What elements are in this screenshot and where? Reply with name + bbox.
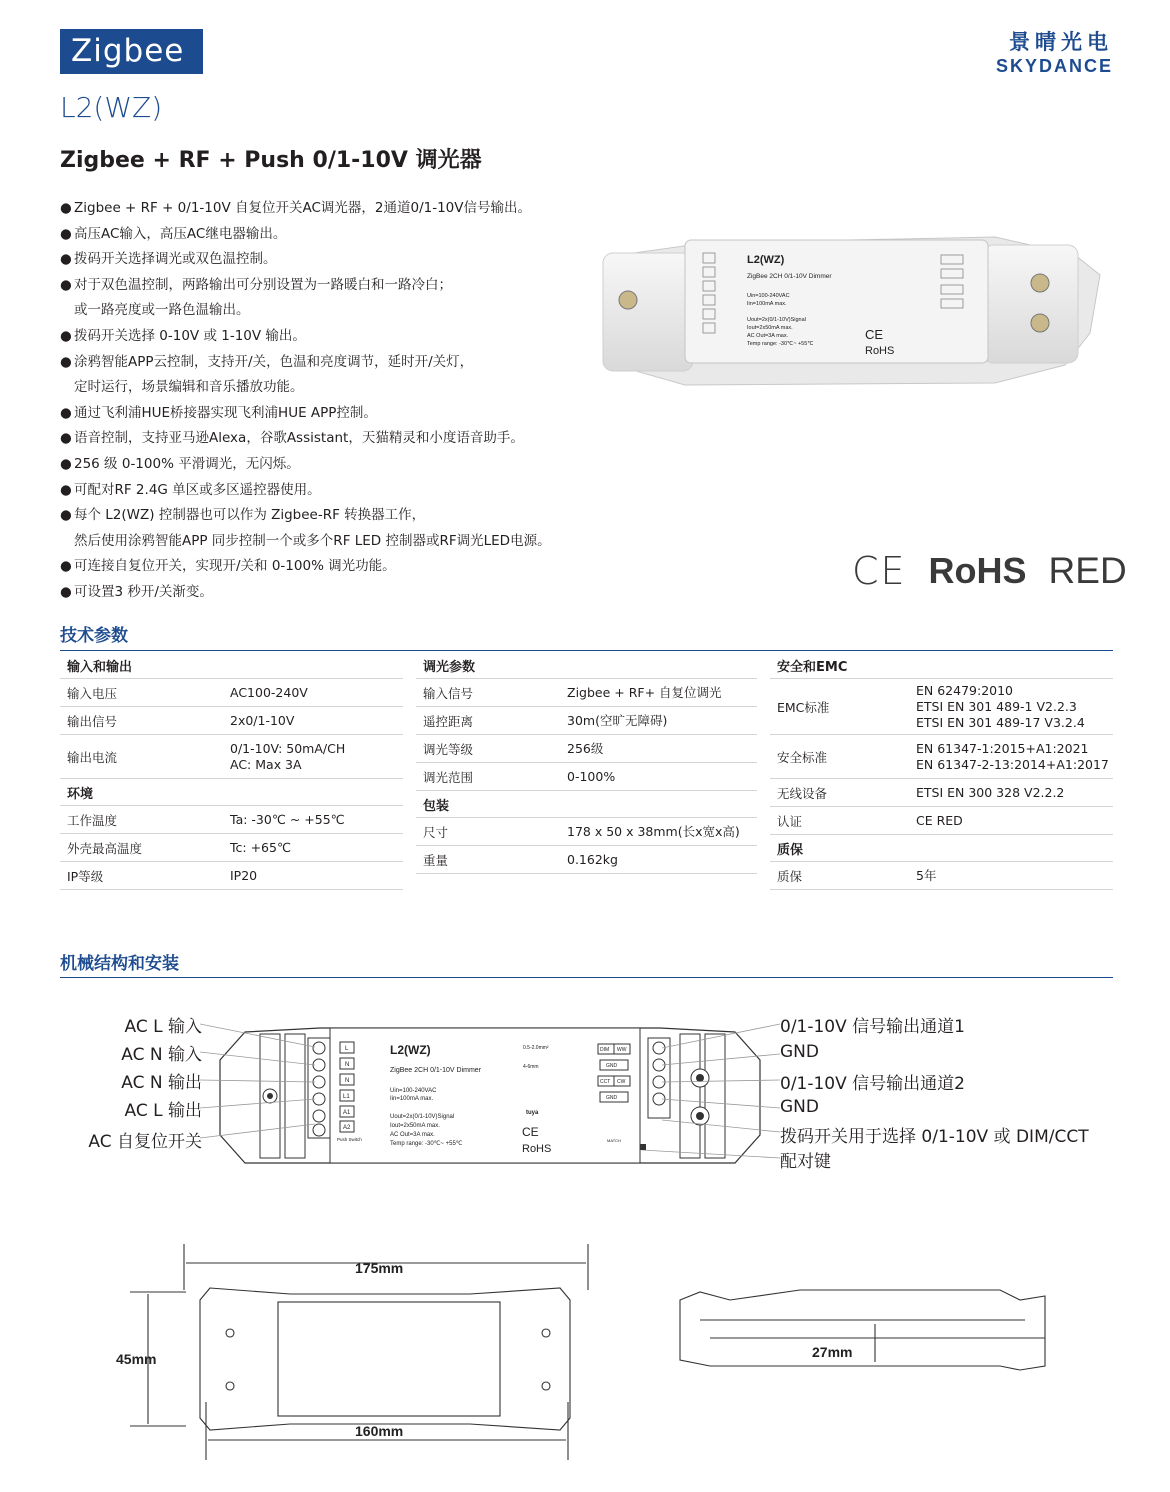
dim-length-bottom: 160mm <box>355 1423 404 1439</box>
diag-model: L2(WZ) <box>390 1043 431 1057</box>
spec-key: 认证 <box>777 813 803 829</box>
rohs-mark: RoHS <box>928 550 1027 591</box>
diag-term-ww: WW <box>617 1047 627 1053</box>
spec-value-line: EN 62479:2010 <box>916 682 1014 698</box>
spec-key: 输入和输出 <box>67 659 133 675</box>
spec-value-line: EN 61347-1:2015+A1:2021 <box>916 740 1089 756</box>
ce-mark: CE <box>852 549 907 593</box>
spec-group-header <box>770 652 1113 679</box>
spec-row <box>770 862 1113 890</box>
spec-key: 输入电压 <box>67 685 118 701</box>
bullet-icon: ● <box>60 430 72 447</box>
photo-spec6: Temp range: -30℃~ +55℃ <box>747 341 814 347</box>
photo-spec5: AC Out=3A max. <box>747 333 789 339</box>
spec-value <box>567 824 740 840</box>
label-gnd-1: GND <box>780 1042 819 1062</box>
spec-value-line: AC: Max 3A <box>230 756 302 772</box>
diag-rohs: RoHS <box>522 1143 552 1155</box>
product-photo <box>585 215 1115 400</box>
spec-row <box>770 807 1113 835</box>
feature-item <box>60 324 620 350</box>
feature-text: 语音控制，支持亚马逊Alexa，谷歌Assistant，天猫精灵和小度语音助手。 <box>74 430 524 447</box>
spec-key: 包装 <box>423 798 450 814</box>
spec-key: 环境 <box>67 786 94 802</box>
spec-row <box>60 834 403 862</box>
bullet-icon: ● <box>60 276 72 293</box>
bullet-icon: ● <box>60 455 72 472</box>
feature-text: 然后使用涂鸦智能APP 同步控制一个或多个RF LED 控制器或RF调光LED电源。 <box>74 532 551 549</box>
photo-ce: CE <box>865 327 884 342</box>
feature-text: 可配对RF 2.4G 单区或多区遥控器使用。 <box>74 481 321 498</box>
wiring-diagram <box>200 1020 780 1170</box>
spec-row <box>416 763 757 791</box>
spec-key: 工作温度 <box>67 812 118 828</box>
spec-key: 输入信号 <box>423 685 474 701</box>
spec-row <box>60 707 403 735</box>
feature-item <box>60 401 620 427</box>
photo-spec2: Iin=100mA max. <box>747 301 787 307</box>
diag-tuya: tuya <box>526 1110 539 1116</box>
diag-term-cct: CCT <box>600 1079 611 1085</box>
label-ch1-out: 0/1-10V 信号输出通道1 <box>780 1017 965 1037</box>
spec-key: 重量 <box>423 852 449 868</box>
spec-row <box>60 679 403 707</box>
spec-value <box>916 868 936 884</box>
spec-row <box>60 862 403 890</box>
model-title: L2(WZ) <box>60 91 163 124</box>
feature-text: 拨码开关选择调光或双色温控制。 <box>74 251 277 268</box>
spec-key: EMC标准 <box>777 699 830 715</box>
diag-term-gnd2: GND <box>606 1095 618 1101</box>
spec-row <box>60 806 403 834</box>
bullet-icon: ● <box>60 353 72 370</box>
feature-list <box>60 196 620 606</box>
spec-value <box>567 769 615 785</box>
diag-term-dim: DIM <box>600 1047 610 1053</box>
mech-rule <box>60 977 1113 978</box>
diag-term-a2: A2 <box>343 1125 351 1131</box>
bullet-icon: ● <box>60 327 72 344</box>
diag-term-n1: N <box>345 1062 350 1068</box>
feature-item <box>60 580 620 606</box>
feature-item <box>60 247 620 273</box>
spec-group-header <box>416 791 757 818</box>
diag-term-l1: L1 <box>343 1094 350 1100</box>
spec-row <box>416 679 757 707</box>
feature-item <box>60 375 620 401</box>
dimension-drawing <box>110 1240 1120 1470</box>
spec-value <box>567 852 618 868</box>
spec-key: IP等级 <box>67 868 104 884</box>
bullet-icon: ● <box>60 225 72 242</box>
spec-key: 安全标准 <box>777 749 828 765</box>
spec-value <box>230 713 294 729</box>
feature-text: 对于双色温控制，两路输出可分别设置为一路暖白和一路冷白； <box>74 276 452 293</box>
spec-value <box>567 741 603 757</box>
feature-item <box>60 503 620 529</box>
feature-item <box>60 273 620 299</box>
spec-key: 调光等级 <box>423 741 474 757</box>
spec-key: 无线设备 <box>777 785 828 801</box>
brand-en: SKYDANCE <box>995 56 1113 76</box>
spec-value-line: 2x0/1-10V <box>230 712 295 728</box>
spec-row <box>416 846 757 874</box>
feature-item <box>60 478 620 504</box>
diag-term-gnd1: GND <box>606 1063 618 1069</box>
label-push-switch: AC 自复位开关 <box>88 1132 202 1152</box>
feature-item <box>60 554 620 580</box>
bullet-icon: ● <box>60 200 72 216</box>
spec-value <box>230 685 308 701</box>
feature-text: 或一路亮度或一路色温输出。 <box>74 302 250 319</box>
diag-spec3: Uout=2x(0/1-10V)Signal <box>390 1114 455 1120</box>
photo-rohs: RoHS <box>865 345 895 357</box>
spec-row <box>60 735 403 779</box>
feature-item <box>60 529 620 555</box>
brand-logo <box>996 28 1113 76</box>
zigbee-tag: Zigbee <box>60 29 203 74</box>
feature-text: 每个 L2(WZ) 控制器也可以作为 Zigbee-RF 转换器工作， <box>74 507 426 524</box>
specs-rule <box>60 650 1113 651</box>
spec-value-line: 178 x 50 x 38mm(长x宽x高) <box>567 823 740 839</box>
bullet-icon: ● <box>60 404 72 421</box>
spec-value <box>230 840 291 856</box>
spec-value <box>230 741 345 773</box>
spec-value-line: EN 61347-2-13:2014+A1:2017 <box>916 756 1109 772</box>
label-ac-l-out: AC L 输出 <box>124 1101 202 1121</box>
spec-value-line: Ta: -30℃ ~ +55℃ <box>230 811 345 827</box>
spec-key: 尺寸 <box>423 824 449 840</box>
bullet-icon: ● <box>60 251 72 268</box>
diag-wire: 0.5-2.0mm² <box>523 1045 549 1051</box>
spec-row <box>770 779 1113 807</box>
feature-item <box>60 350 620 376</box>
feature-item <box>60 222 620 248</box>
feature-item <box>60 196 620 222</box>
dim-height: 27mm <box>812 1344 853 1360</box>
dim-width: 45mm <box>116 1351 157 1367</box>
photo-spec1: Uin=100-240VAC <box>747 293 790 299</box>
photo-desc: ZigBee 2CH 0/1-10V Dimmer <box>747 273 832 280</box>
spec-value-line: AC100-240V <box>230 684 308 700</box>
diag-ce: CE <box>522 1125 539 1139</box>
red-mark: RED <box>1048 550 1127 591</box>
bullet-icon: ● <box>60 481 72 498</box>
label-dip-switch: 拨码开关用于选择 0/1-10V 或 DIM/CCT <box>780 1127 1089 1147</box>
spec-key: 输出信号 <box>67 713 118 729</box>
spec-key: 质保 <box>777 842 804 858</box>
bullet-icon: ● <box>60 507 72 524</box>
feature-text: 涂鸦智能APP云控制，支持开/关，色温和亮度调节，延时开/关灯， <box>74 353 474 370</box>
feature-text: 可连接自复位开关，实现开/关和 0-100% 调光功能。 <box>74 558 396 575</box>
diag-strip: 4-6mm <box>523 1064 539 1070</box>
diag-spec5: AC Out=3A max. <box>390 1132 435 1138</box>
spec-value <box>916 785 1064 801</box>
spec-value-line: 0-100% <box>567 768 616 784</box>
spec-key: 质保 <box>777 868 803 884</box>
spec-key: 输出电流 <box>67 749 118 765</box>
spec-value <box>916 813 963 829</box>
spec-group-header <box>416 652 757 679</box>
spec-row <box>770 735 1113 779</box>
spec-value-line: 0/1-10V: 50mA/CH <box>230 740 346 756</box>
spec-key: 调光参数 <box>423 659 476 675</box>
spec-row <box>416 735 757 763</box>
spec-value <box>916 683 1085 731</box>
diag-spec2: Iin=100mA max. <box>390 1096 434 1102</box>
label-ch2-out: 0/1-10V 信号输出通道2 <box>780 1074 965 1094</box>
cert-marks <box>852 546 1127 596</box>
label-ac-n-out: AC N 输出 <box>121 1073 202 1093</box>
spec-value <box>230 868 257 884</box>
spec-value <box>567 713 667 729</box>
spec-value-line: IP20 <box>230 867 258 883</box>
product-subtitle: Zigbee + RF + Push 0/1-10V 调光器 <box>60 148 482 173</box>
feature-text: 256 级 0-100% 平滑调光，无闪烁。 <box>74 455 300 472</box>
spec-value-line: 5年 <box>916 867 937 883</box>
spec-value-line: 0.162kg <box>567 851 618 867</box>
diag-push-label: Push Switch <box>337 1137 362 1142</box>
spec-value <box>916 741 1109 773</box>
diag-term-a1: A1 <box>343 1110 351 1116</box>
specs-column-io <box>60 652 403 890</box>
spec-group-header <box>60 779 403 806</box>
diag-desc: ZigBee 2CH 0/1-10V Dimmer <box>390 1067 482 1074</box>
specs-column-safety <box>770 652 1113 890</box>
spec-key: 遥控距离 <box>423 713 474 729</box>
specs-title: 技术参数 <box>60 626 128 646</box>
label-match-key: 配对键 <box>780 1152 831 1172</box>
spec-value-line: ETSI EN 301 489-17 V3.2.4 <box>916 714 1085 730</box>
photo-model: L2(WZ) <box>747 254 785 266</box>
feature-text: 定时运行，场景编辑和音乐播放功能。 <box>74 379 304 396</box>
spec-value-line: Tc: +65℃ <box>230 839 291 855</box>
diag-term-n2: N <box>345 1078 350 1084</box>
specs-column-dimming <box>416 652 757 874</box>
spec-key: 外壳最高温度 <box>67 840 143 856</box>
spec-value-line: ETSI EN 300 328 V2.2.2 <box>916 784 1065 800</box>
feature-text: 可设置3 秒开/关渐变。 <box>74 583 213 600</box>
diag-spec1: Uin=100-240VAC <box>390 1088 437 1094</box>
photo-spec4: Iout=2x50mA max. <box>747 325 793 331</box>
diag-term-cw: CW <box>617 1079 626 1085</box>
spec-value <box>567 685 722 701</box>
feature-text: 通过飞利浦HUE桥接器实现飞利浦HUE APP控制。 <box>74 404 377 421</box>
bullet-icon: ● <box>60 583 72 600</box>
label-ac-n-in: AC N 输入 <box>121 1045 202 1065</box>
spec-value-line: Zigbee + RF+ 自复位调光 <box>567 684 722 700</box>
spec-row <box>770 679 1113 735</box>
diag-term-l: L <box>345 1046 349 1052</box>
feature-item <box>60 452 620 478</box>
brand-cn: 景晴光电 <box>1009 30 1113 54</box>
diag-match: MATCH <box>607 1138 621 1143</box>
spec-group-header <box>770 835 1113 862</box>
spec-value <box>230 812 345 828</box>
mech-title: 机械结构和安装 <box>60 954 179 974</box>
feature-text: Zigbee + RF + 0/1-10V 自复位开关AC调光器，2通道0/1-10V信号输出。 <box>74 200 532 216</box>
feature-item <box>60 426 620 452</box>
spec-value-line: 30m(空旷无障碍) <box>567 712 668 728</box>
photo-spec3: Uout=2x(0/1-10V)Signal <box>747 317 806 323</box>
dim-length-top: 175mm <box>355 1260 404 1276</box>
feature-text: 高压AC输入，高压AC继电器输出。 <box>74 225 287 242</box>
spec-key: 调光范围 <box>423 769 474 785</box>
spec-value-line: ETSI EN 301 489-1 V2.2.3 <box>916 698 1077 714</box>
spec-group-header <box>60 652 403 679</box>
spec-value-line: CE RED <box>916 812 963 828</box>
label-ac-l-in: AC L 输入 <box>124 1017 202 1037</box>
spec-value-line: 256级 <box>567 740 604 756</box>
spec-row <box>416 818 757 846</box>
diag-spec6: Temp range: -30℃~ +55℃ <box>390 1141 463 1147</box>
spec-row <box>416 707 757 735</box>
spec-key: 安全和EMC <box>777 659 848 675</box>
label-gnd-2: GND <box>780 1097 819 1117</box>
feature-text: 拨码开关选择 0-10V 或 1-10V 输出。 <box>74 327 306 344</box>
diag-spec4: Iout=2x50mA max. <box>390 1123 440 1129</box>
bullet-icon: ● <box>60 558 72 575</box>
feature-item <box>60 298 620 324</box>
